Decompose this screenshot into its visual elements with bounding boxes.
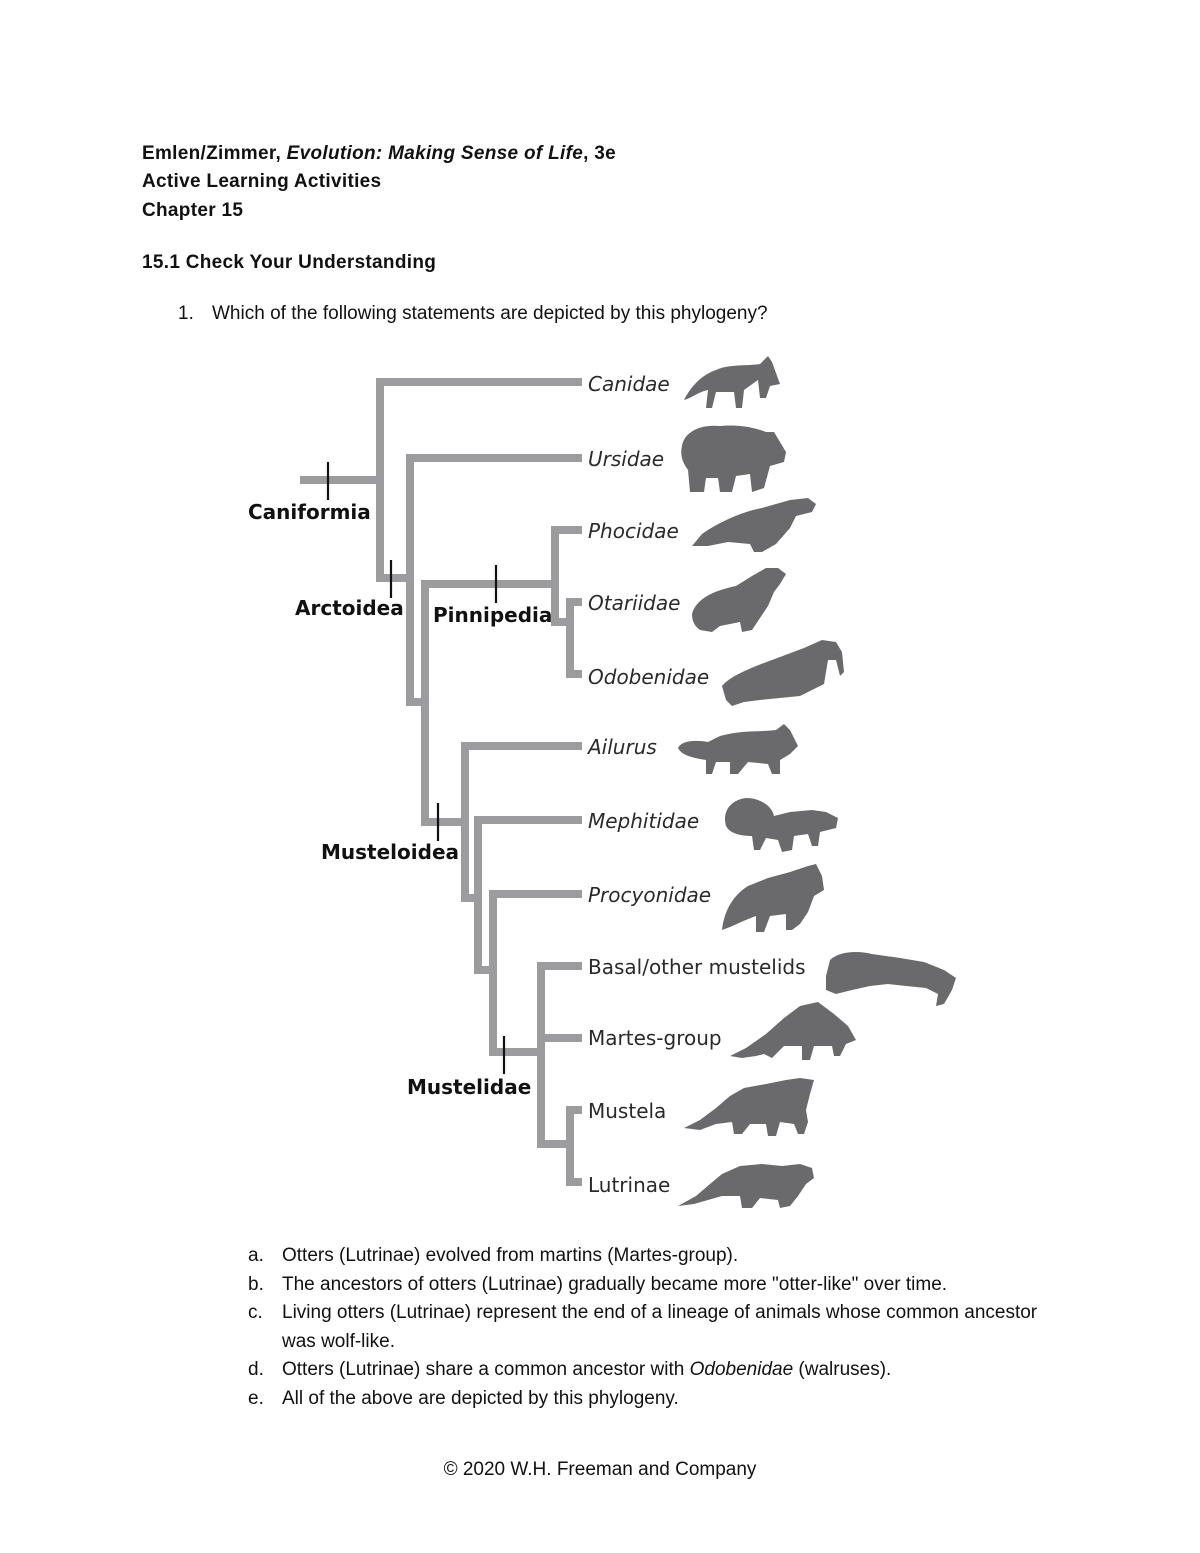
- sea-lion-silhouette-icon: [692, 568, 786, 632]
- walrus-silhouette-icon: [722, 640, 844, 706]
- option-e: [248, 1385, 1068, 1414]
- taxon-label-martes-group: Martes-group: [588, 1026, 722, 1050]
- marten-silhouette-icon: [730, 1002, 856, 1060]
- seal-silhouette-icon: [692, 498, 816, 552]
- clade-label-musteloidea: Musteloidea: [321, 840, 459, 864]
- option-letter: b.: [248, 1273, 264, 1295]
- section-heading: 15.1 Check Your Understanding: [142, 252, 437, 273]
- edition-text: , 3e: [583, 143, 616, 164]
- copyright-footer: © 2020 W.H. Freeman and Company: [443, 1459, 757, 1480]
- option-text-italic: Odobenidae: [689, 1359, 794, 1380]
- option-c: [248, 1299, 1068, 1356]
- taxon-label-otariidae: Otariidae: [588, 591, 681, 615]
- weasel-silhouette-icon: [684, 1078, 814, 1136]
- answer-options: [248, 1242, 1068, 1413]
- option-b: [248, 1271, 1068, 1300]
- skunk-silhouette-icon: [725, 798, 838, 852]
- taxon-label-ailurus: Ailurus: [588, 735, 657, 759]
- question-text: Which of the following statements are depicted by this phylogeny?: [212, 303, 768, 324]
- taxon-label-canidae: Canidae: [588, 372, 670, 396]
- taxon-label-phocidae: Phocidae: [588, 519, 679, 543]
- taxon-label-mephitidae: Mephitidae: [588, 809, 700, 833]
- option-text: [282, 1356, 891, 1385]
- option-text: Otters (Lutrinae) evolved from martins (Martes-group).: [282, 1245, 739, 1266]
- clade-label-caniformia: Caniformia: [248, 500, 371, 524]
- otter-silhouette-icon: [678, 1164, 814, 1208]
- clade-label-mustelidae: Mustelidae: [407, 1075, 532, 1099]
- option-text: The ancestors of otters (Lutrinae) gradually became more "otter-like" over time.: [282, 1273, 948, 1295]
- clade-label-arctoidea: Arctoidea: [295, 596, 404, 620]
- mustelid-silhouette-icon: [826, 952, 956, 1006]
- option-text-after: (walruses).: [793, 1359, 892, 1380]
- option-text: All of the above are depicted by this phylogeny.: [282, 1387, 679, 1409]
- option-d: [248, 1356, 1068, 1385]
- option-text: Living otters (Lutrinae) represent the end of a lineage of animals whose common ancestor was wolf-like.: [282, 1302, 1038, 1352]
- option-letter: d.: [248, 1359, 264, 1380]
- taxon-label-ursidae: Ursidae: [588, 447, 665, 471]
- chapter-line: Chapter 15: [142, 200, 244, 221]
- raccoon-silhouette-icon: [722, 864, 824, 932]
- taxon-label-procyonidae: Procyonidae: [588, 883, 712, 907]
- option-a: [248, 1242, 1068, 1271]
- option-text-before: Otters (Lutrinae) share a common ancestor with: [282, 1359, 690, 1380]
- option-letter: c.: [248, 1302, 263, 1323]
- fox-silhouette-icon: [684, 356, 780, 408]
- book-title: Evolution: Making Sense of Life: [286, 143, 584, 164]
- taxon-label-lutrinae: Lutrinae: [588, 1173, 671, 1197]
- clade-label-pinnipedia: Pinnipedia: [433, 603, 553, 627]
- option-letter: e.: [248, 1387, 264, 1409]
- taxon-label-odobenidae: Odobenidae: [588, 665, 710, 689]
- taxon-label-basal-mustelids: Basal/other mustelids: [588, 955, 806, 979]
- animal-silhouettes: [678, 356, 956, 1208]
- taxon-label-mustela: Mustela: [588, 1099, 667, 1123]
- bear-silhouette-icon: [681, 425, 786, 492]
- question-number: 1.: [178, 303, 194, 324]
- subtitle-line: Active Learning Activities: [142, 171, 382, 192]
- clade-ticks: [328, 462, 504, 1074]
- author-text: Emlen/Zimmer,: [142, 143, 287, 164]
- red-panda-silhouette-icon: [678, 724, 798, 774]
- option-letter: a.: [248, 1245, 264, 1266]
